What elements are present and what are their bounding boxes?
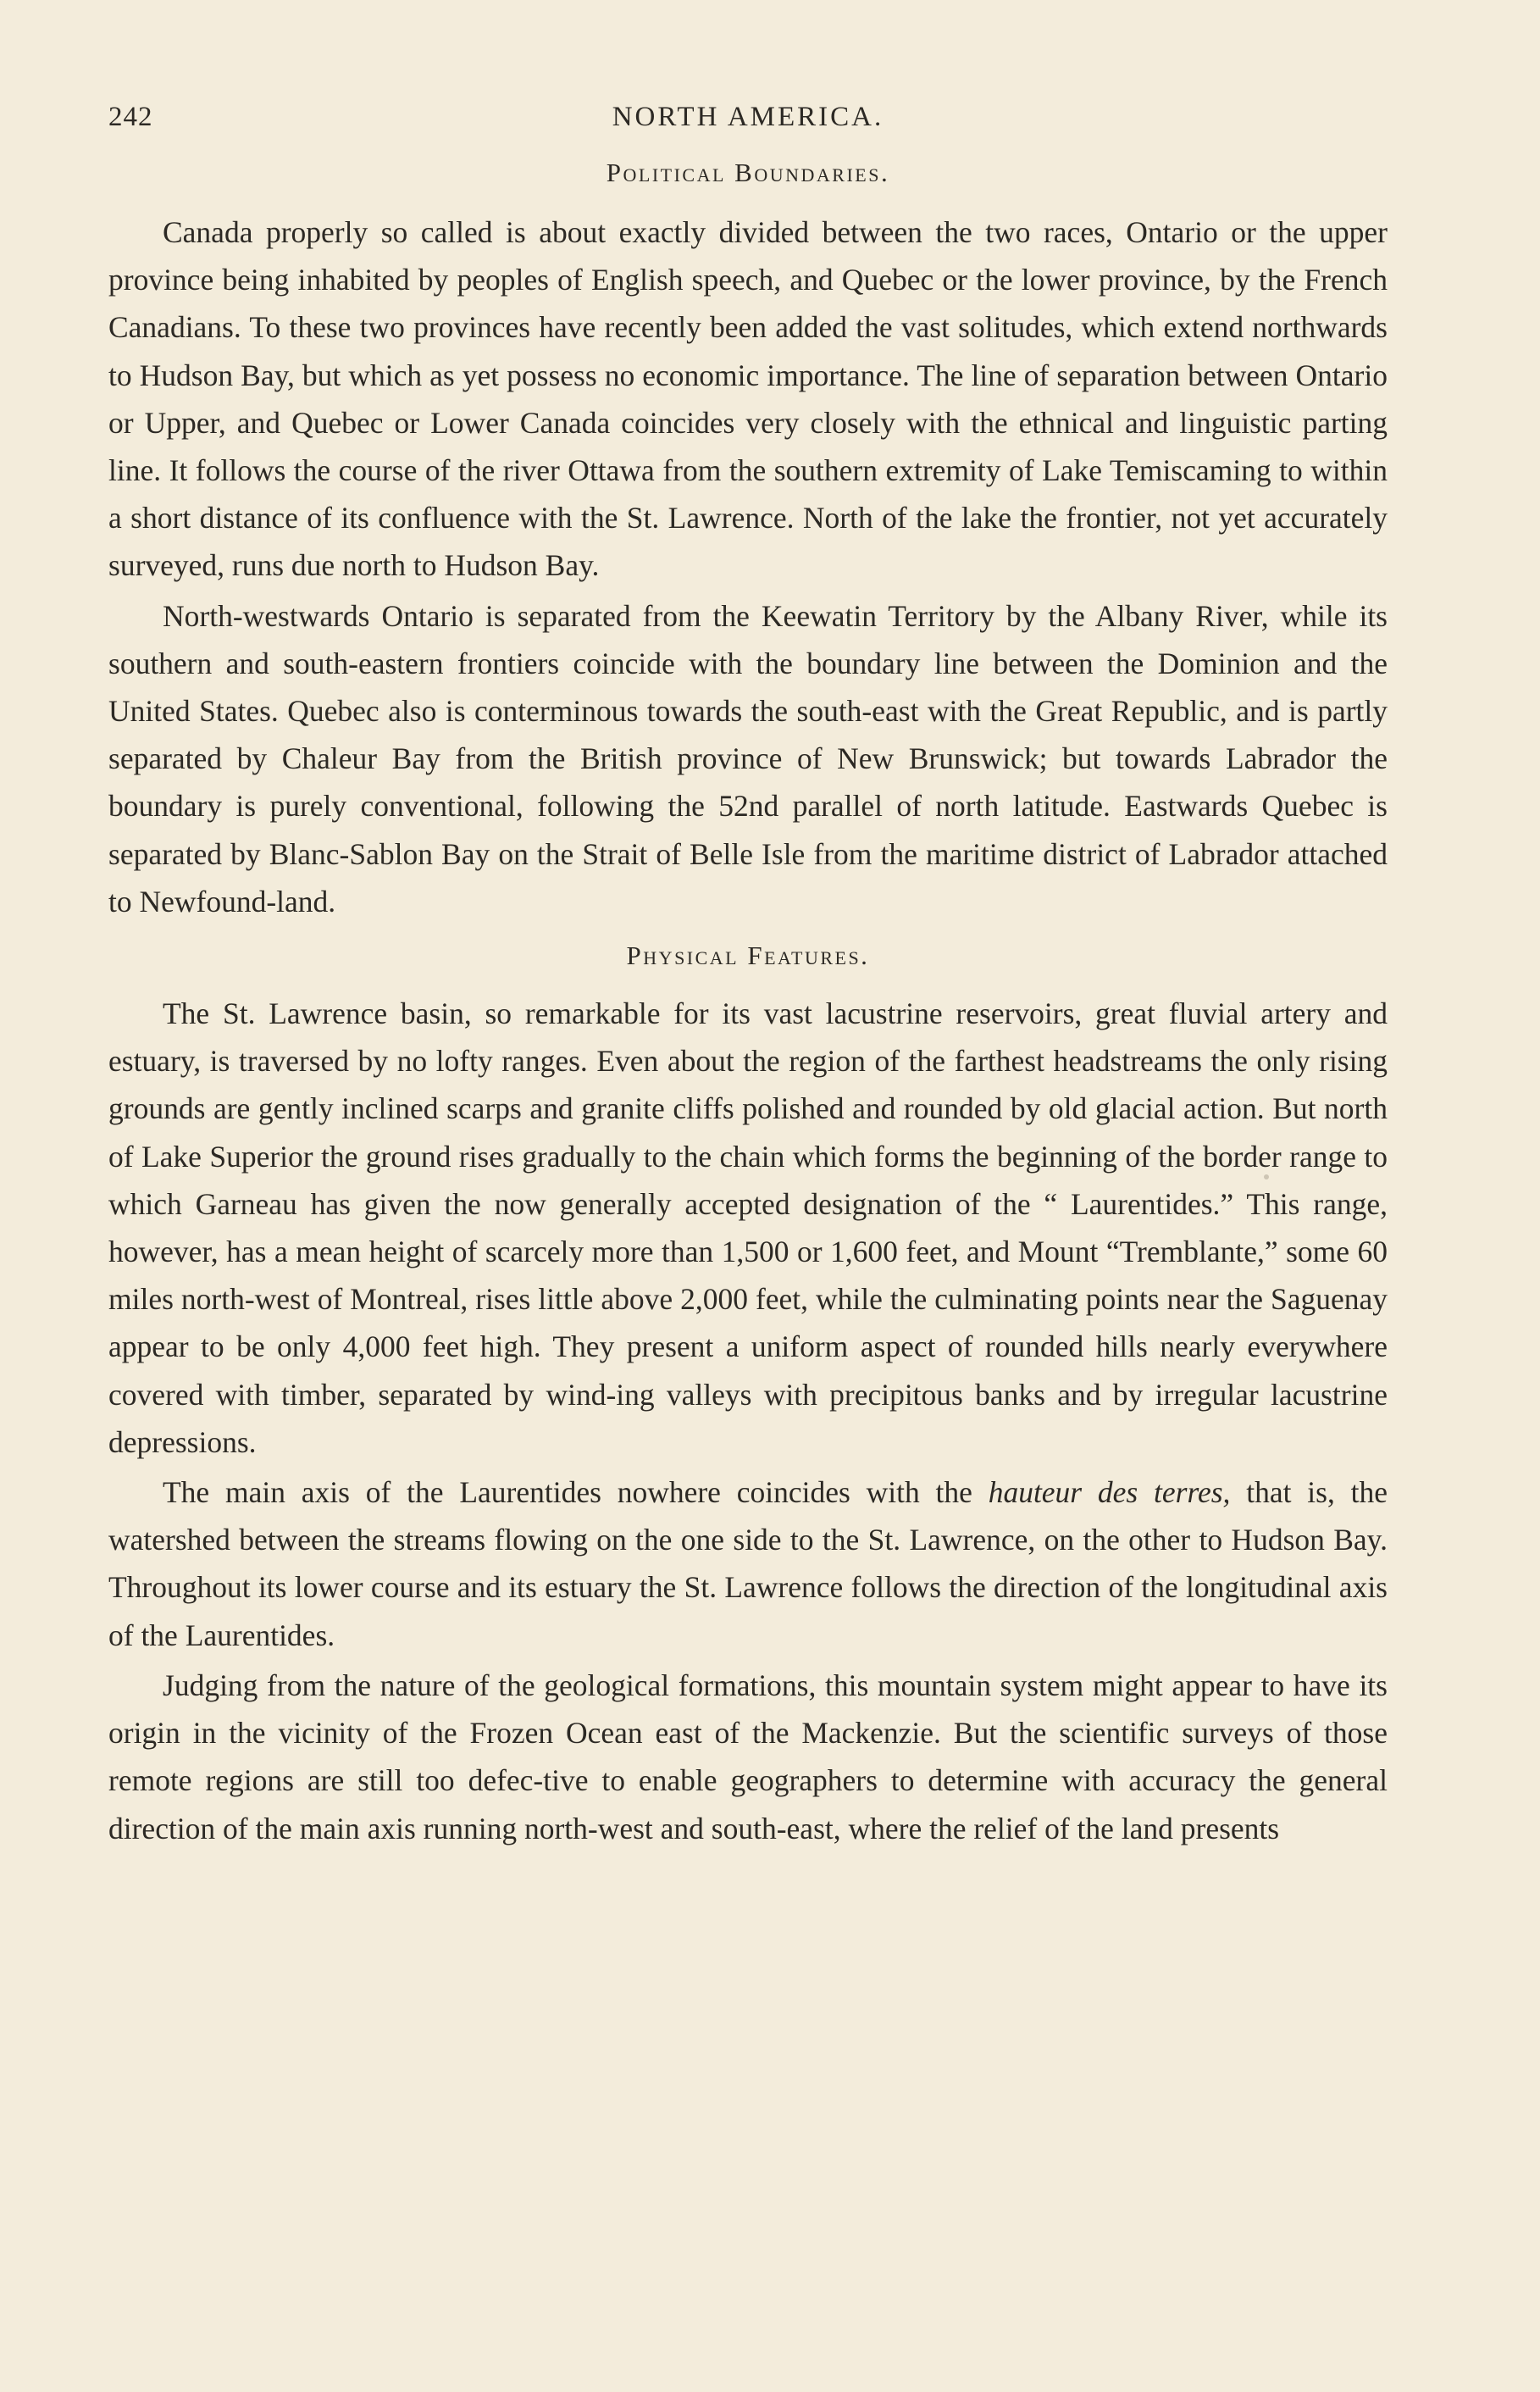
paper-speck	[1264, 1174, 1269, 1179]
paragraph-text-after-italic: that is, the watershed between the streams flowing on the one side to the St. Lawrence, on the other to Hudson Bay. Throughout its lower course and its estuary the St. Lawrence follows the direction of the longitudinal axis of the Laurentides.	[108, 1475, 1388, 1652]
italic-phrase-hauteur-des-terres: hauteur des terres,	[988, 1475, 1231, 1510]
section-heading-physical-features: Physical Features.	[626, 941, 870, 971]
page-number: 242	[108, 102, 153, 132]
paragraph-geological-formations: Judging from the nature of the geological formations, this mountain system might appear to have its origin in the vicinity of the Frozen Ocean east of the Mackenzie. But the scientific surveys of those remote regions are still too defec-tive to enable geographers to determine with accuracy the general direction of the main axis running north-west and south-east, where the relief of the land presents	[108, 1668, 1388, 1845]
paragraph-st-lawrence-basin: The St. Lawrence basin, so remarkable for its vast lacustrine reservoirs, great fluvial artery and estuary, is traversed by no lofty ranges. Even about the region of the farthest headstreams the only rising grounds are gently inclined scarps and granite cliffs polished and rounded by old glacial action. But north of Lake Superior the ground rises gradually to the chain which forms the beginning of the border range to which Garneau has given the now generally accepted designation of the “ Laurentides.” This range, however, has a mean height of scarcely more than 1,500 or 1,600 feet, and Mount “Tremblante,” some 60 miles north-west of Montreal, rises little above 2,000 feet, while the culminating points near the Saguenay appear to be only 4,000 feet high. They present a uniform aspect of rounded hills nearly everywhere covered with timber, separated by wind-ing valleys with precipitous banks and by irregular lacustrine depressions.	[108, 996, 1388, 1459]
book-page	[108, 95, 1388, 2349]
paragraph-canada-division: Canada properly so called is about exactly divided between the two races, Ontario or the upper province being inhabited by peoples of English speech, and Quebec or the lower province, by the French Canadians. To these two provinces have recently been added the vast solitudes, which extend northwards to Hudson Bay, but which as yet possess no economic importance. The line of separation between Ontario or Upper, and Quebec or Lower Canada coincides very closely with the ethnical and linguistic parting line. It follows the course of the river Ottawa from the southern extremity of Lake Temiscaming to within a short distance of its confluence with the St. Lawrence. North of the lake the frontier, not yet accurately surveyed, runs due north to Hudson Bay.	[108, 215, 1388, 583]
paragraph-laurentides-axis	[108, 1468, 1388, 1659]
section-heading-political-boundaries: Political Boundaries.	[606, 158, 890, 187]
paragraph-ontario-quebec-frontiers: North-westwards Ontario is separated from the Keewatin Territory by the Albany River, while its southern and south-eastern frontiers coincide with the boundary line between the Dominion and the United States. Quebec also is conterminous towards the south-east with the Great Republic, and is partly separated by Chaleur Bay from the British province of New Brunswick; but towards Labrador the boundary is purely conventional, following the 52nd parallel of north latitude. Eastwards Quebec is separated by Blanc-Sablon Bay on the Strait of Belle Isle from the maritime district of Labrador attached to Newfound-land.	[108, 598, 1388, 919]
running-title: NORTH AMERICA.	[612, 102, 884, 132]
paragraph-text-before-italic: The main axis of the Laurentides nowhere coincides with the	[163, 1475, 989, 1510]
running-head	[108, 95, 1388, 146]
